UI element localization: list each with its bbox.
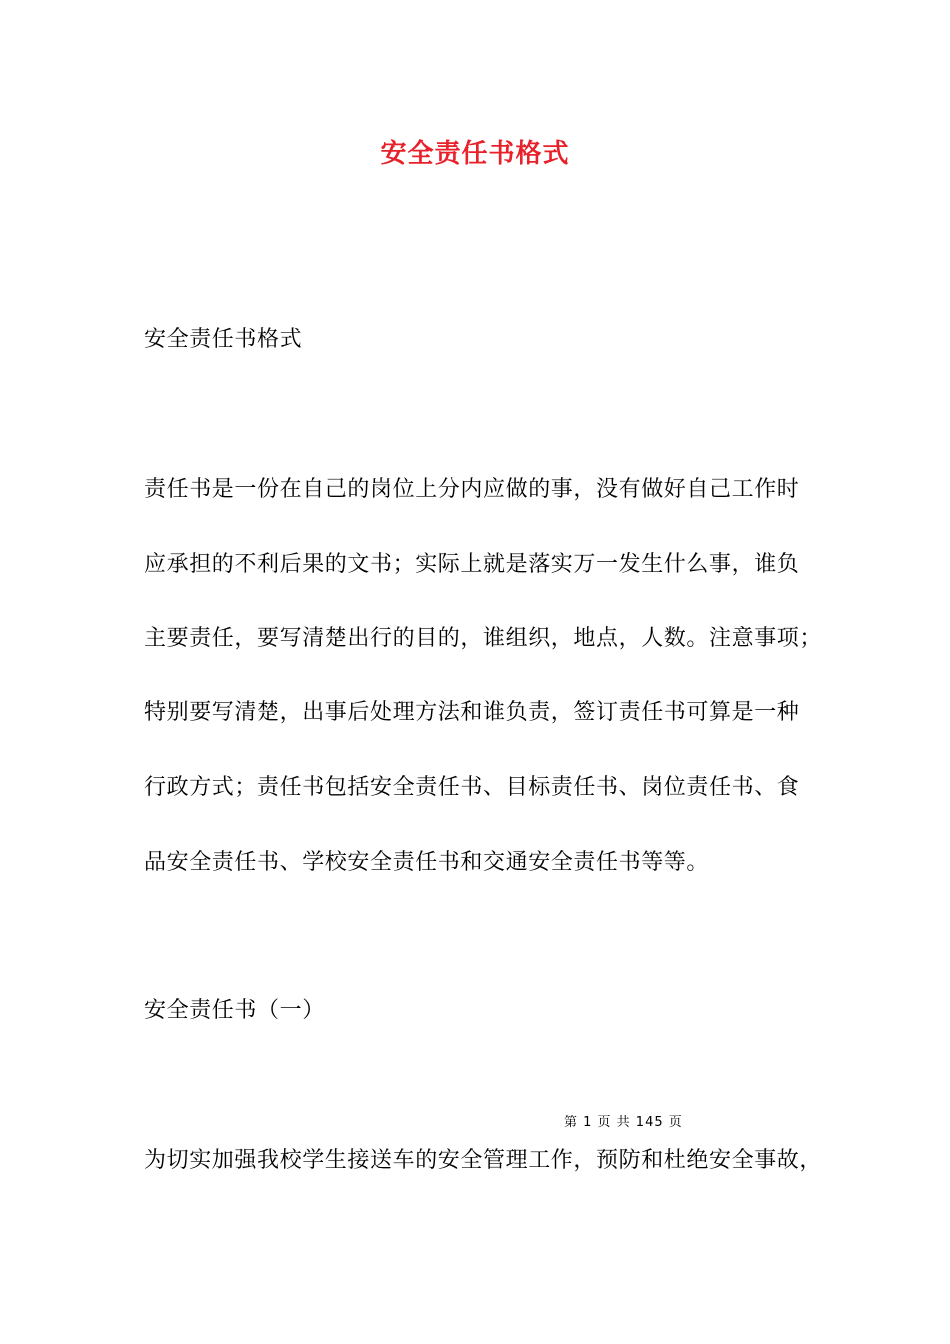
intro-paragraph-line: 责任书是一份在自己的岗位上分内应做的事，没有做好自己工作时 [144, 477, 800, 502]
section-heading: 安全责任书（一） [144, 998, 325, 1023]
intro-paragraph-line: 行政方式；责任书包括安全责任书、目标责任书、岗位责任书、食 [144, 775, 800, 800]
intro-paragraph-line: 品安全责任书、学校安全责任书和交通安全责任书等等。 [144, 850, 710, 875]
page-number: 第 1 页 共 145 页 [564, 1115, 683, 1130]
body-paragraph-line: 为切实加强我校学生接送车的安全管理工作，预防和杜绝安全事故， [144, 1148, 823, 1173]
intro-paragraph-line: 特别要写清楚，出事后处理方法和谁负责，签订责任书可算是一种 [144, 700, 800, 725]
intro-paragraph-line: 应承担的不利后果的文书；实际上就是落实万一发生什么事，谁负 [144, 552, 800, 577]
intro-paragraph-line: 主要责任，要写清楚出行的目的，谁组织，地点，人数。注意事项； [144, 626, 823, 651]
document-title: 安全责任书格式 [380, 139, 570, 169]
section-subtitle: 安全责任书格式 [144, 327, 303, 352]
